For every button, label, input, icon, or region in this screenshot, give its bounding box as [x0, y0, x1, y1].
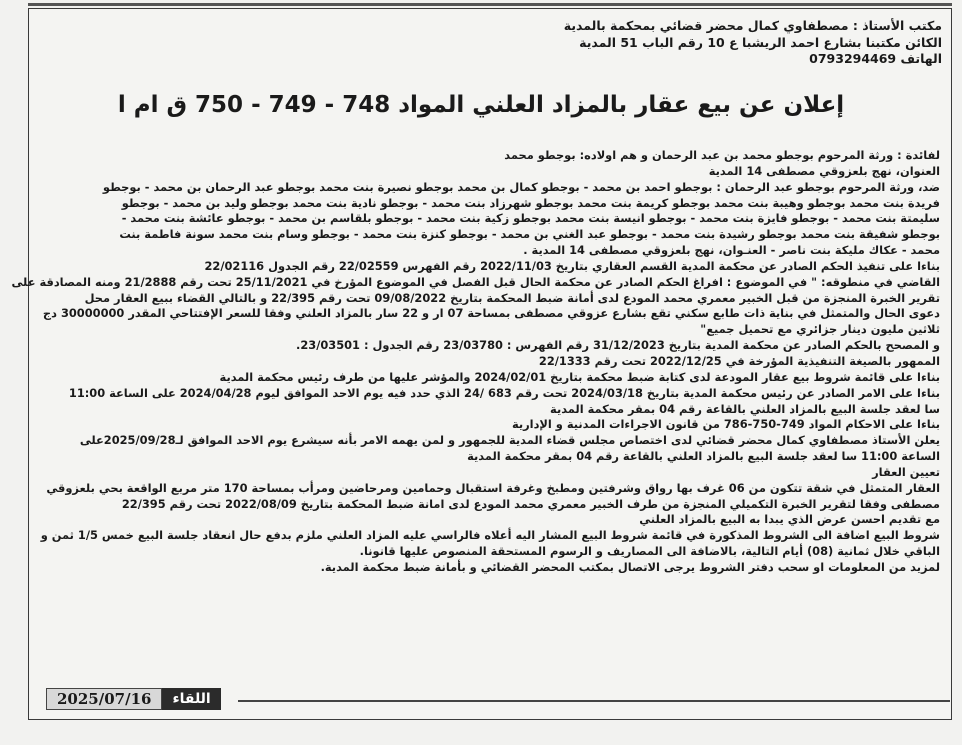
notice-line: بناءا على تنفيذ الحكم الصادر عن محكمة المدية القسم العقاري بتاريخ 2022/11/03 رقم الفهرس 22/02559 رقم الجدول 22/02116 — [204, 258, 940, 273]
notice-line: القاضي في منطوقه: " في الموضوع : افراغ الحكم الصادر عن محكمة الحال قبل الفصل في الموضوع المؤرخ في 25/11/2021 تحت رقم 21/2888 ومنه المصادقة على — [11, 274, 940, 289]
notice-line: سا لعقد جلسة البيع بالمزاد العلني بالقاعة رقم 04 بمقر محكمة المدية — [550, 401, 940, 416]
notice-line: الساعة 11:00 سا لعقد جلسة البيع بالمزاد العلني بالقاعة رقم 04 بمقر محكمة المدية — [467, 449, 940, 464]
notice-line: العنوان، نهج بلعزوقي مصطفى 14 المدية — [708, 163, 940, 178]
notice-line: بناءا على الاحكام المواد 749-750-786 من قانون الاجراءات المدنية و الإدارية — [511, 417, 940, 432]
notice-line: بوجطو شفيقة بنت محمد بوجطو رشيدة بنت محمد - بوجطو عبد الغني بن محمد - بوجطو كنزة بنت محمد - بوجطو وسام بنت محمد سونة فاطمة بنت — [119, 227, 940, 242]
notice-line: فريدة بنت محمد بوجطو وهيبة بنت محمد بوجطو كريمة بنت محمد بوجطو شهرزاد بنت محمد - بوجطو نادية بنت محمد بوجطو وليد بن محمد - بوجطو — [121, 195, 940, 210]
notice-line: الممهور بالصيغة التنفيذية المؤرخة في 2022/12/25 تحت رقم 22/1333 — [538, 353, 940, 368]
bailiff-office-header — [382, 18, 942, 68]
newspaper-name: اللقاء — [162, 688, 220, 710]
notice-line: مع تقديم احسن عرض الذي يبدا به البيع بالمزاد العلني — [639, 512, 940, 527]
notice-line: سليمتة بنت محمد - بوجطو فايزة بنت محمد - بوجطو انيسة بنت محمد بوجطو زكية بنت محمد - بوجطو بلقاسم بن محمد - بوجطو عائشة بنت محمد - — [121, 211, 940, 226]
notice-line: بناءا على الامر الصادر عن رئيس محكمة المدية بتاريخ 2024/03/18 تحت رقم 683 /24 الذي حدد فيه يوم الاحد الموافق ليوم 2024/04/28 على الساعة 11:00 — [68, 385, 940, 400]
footer — [46, 688, 225, 710]
footer-rule — [238, 700, 950, 702]
notice-line: بناءا على قائمة شروط بيع عقار المودعة لدى كتابة ضبط محكمة بتاريخ 2024/02/01 والمؤشر عليها من طرف رئيس محكمة المدية — [219, 369, 940, 384]
notice-line: العقار المتمثل في شقة تتكون من 06 غرف بها رواق وشرفتين ومطبخ وغرفة استقبال وحمامين ومرحاضين ومرأب بمساحة 170 متر مربع الواقعة بحي بلعزوقي — [46, 480, 940, 495]
notice-line: تقرير الخبرة المنجزة من قبل الخبير معمري محمد المودع لدى أمانة ضبط المحكمة بتاريخ 09/08/2022 تحت رقم 22/395 و بالتالي القضاء ببيع العقار محل — [84, 290, 940, 305]
notice-line: ثلاثين مليون دينار جزائري مع تحميل جميع" — [700, 322, 940, 337]
notice-headline: إعلان عن بيع عقار بالمزاد العلني المواد 748 - 749 - 750 ق ام ا — [117, 92, 845, 118]
notice-line: الباقي خلال ثمانية (08) أيام التالية، بالاضافة الى المصاريف و الرسوم المستحقة المنصوص عليها قانونا. — [359, 544, 940, 559]
notice-body — [11, 148, 940, 576]
top-rule — [28, 3, 952, 6]
notice-line: تعيين العقار — [872, 464, 940, 479]
office-address: الكائن مكتبنا بشارع احمد الريشبا ع 10 رقم الباب 51 المدية — [579, 34, 942, 50]
notice-line: لمزيد من المعلومات او سحب دفتر الشروط يرجى الاتصال بمكتب المحضر القضائي و بأمانة ضبط محكمة المدية. — [320, 559, 940, 574]
notice-line: و المصحح بالحكم الصادر عن محكمة المدية بتاريخ 31/12/2023 رقم الفهرس : 23/03780 رقم الجدول : 23/03501. — [296, 338, 940, 353]
notice-line: ضد، ورثة المرحوم بوجطو عبد الرحمان : بوجطو احمد بن محمد - بوجطو كمال بن محمد بوجطو نصيرة بنت محمد بوجطو عبد الرحمان بن محمد - بوجطو — [102, 179, 940, 194]
office-name: مكتب الأستاذ : مصطفاوي كمال محضر قضائي بمحكمة بالمدية — [563, 18, 942, 33]
notice-line: لفائدة : ورثة المرحوم بوجطو محمد بن عبد الرحمان و هم اولاده: بوجطو محمد — [504, 148, 940, 162]
notice-line: يعلن الأستاذ مصطفاوي كمال محضر قضائي لدى اختصاص مجلس قضاء المدية للجمهور و لمن يهمه الامر بأنه سيشرع يوم الاحد الموافق لـ2025/09/28على — [79, 433, 940, 448]
notice-line: مصطفى وفقا لتقرير الخبرة التكميلي المنجزة من طرف الخبير معمري محمد المودع لدى امانة ضبط المحكمة بتاريخ 2022/08/09 تحت رقم 22/395 — [121, 496, 940, 511]
notice-line: محمد - عكاك مليكة بنت ناصر - العنـوان، نهج بلعزوقي مصطفى 14 المدية . — [523, 243, 940, 258]
publication-date: 2025/07/16 — [46, 688, 162, 710]
office-phone: الهاتف 0793294469 — [809, 51, 942, 66]
notice-line: شروط البيع اضافة الى الشروط المذكورة في قائمة شروط البيع المشار اليه أعلاه فالراسي عليه المزاد العلني ملزم بدفع حال انعقاد جلسة البيع خمس 1/5 ثمن و — [40, 528, 940, 543]
notice-line: دعوى الحال والمتمثل في بناية ذات طابع سكني تقع بشارع عزوقي مصطفى بمساحة 07 ار و 22 سار بالمزاد العلني وفقا للسعر الإفتتاحي المقدر 30000000 دج — [42, 306, 940, 321]
